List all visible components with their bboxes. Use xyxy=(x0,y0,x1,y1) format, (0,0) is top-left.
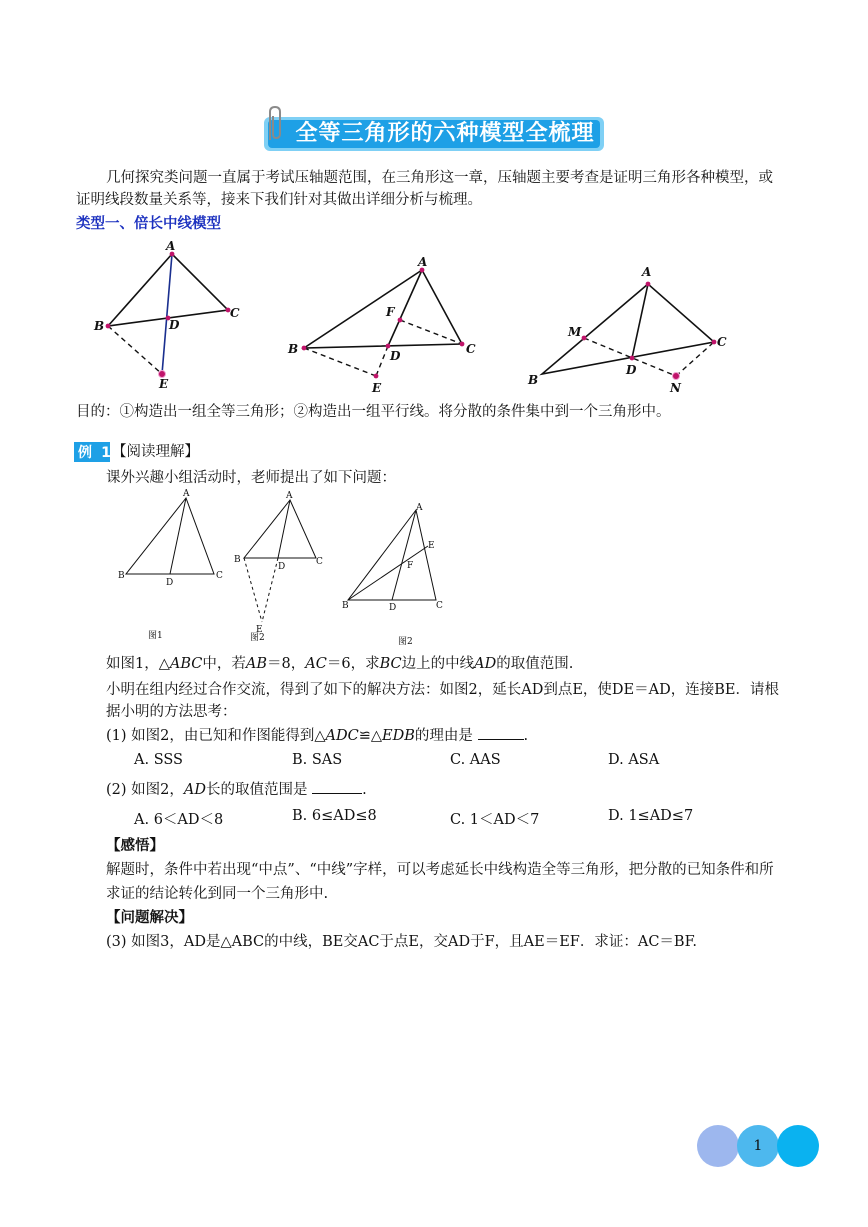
question-1: (1) 如图2，由已知和作图能得到△ADC≌△EDB的理由是 . xyxy=(106,724,528,748)
solve-tag: 【问题解决】 xyxy=(106,909,193,926)
q2-answer-blank[interactable] xyxy=(312,779,362,794)
example-prefix: 例 xyxy=(78,445,92,461)
q2-option-d: D. 1≤AD≤7 xyxy=(608,808,694,824)
fig3-label-b: B xyxy=(528,373,539,387)
q1-option-d: D. ASA xyxy=(608,752,660,768)
q2-option-c: C. 1＜AD＜7 xyxy=(450,812,540,828)
model-figure-2 xyxy=(287,255,476,395)
problem-statement: 如图1，△ABC中，若AB＝8，AC＝6，求BC边上的中线AD的取值范围. xyxy=(106,656,574,672)
q2-option-b: B. 6≤AD≤8 xyxy=(292,808,377,824)
fig2-label-d: D xyxy=(390,349,401,363)
model-figures xyxy=(80,238,760,398)
ex-fig1-caption: 图1 xyxy=(148,631,163,641)
fig1-label-b: B xyxy=(94,319,105,333)
example-figures xyxy=(110,486,460,648)
ex-fig2-label-d: D xyxy=(278,562,286,572)
ex-fig2-label-a: A xyxy=(286,491,293,501)
insight-line-1: 解题时，条件中若出现“中点”、“中线”字样，可以考虑延长中线构造全等三角形，把分散的已知条件和所 xyxy=(106,862,774,878)
ex-fig1-label-c: C xyxy=(216,571,223,581)
example-tag: 【阅读理解】 xyxy=(112,444,199,460)
ex-fig3-label-d: D xyxy=(389,603,397,613)
fig1-label-c: C xyxy=(230,306,240,320)
page-title: 全等三角形的六种模型全梳理 xyxy=(295,121,595,146)
question-3: (3) 如图3，AD是△ABC的中线，BE交AC于点E，交AD于F，且AE＝EF．求证：AC＝BF. xyxy=(106,934,697,950)
fig3-label-d: D xyxy=(626,363,637,377)
method-line-1: 小明在组内经过合作交流，得到了如下的解决方法：如图2，延长AD到点E，使DE＝AD，连接BE．请根 xyxy=(106,682,779,698)
fig2-label-c: C xyxy=(466,342,476,356)
ex-fig3-label-b: B xyxy=(342,601,349,611)
fig1-label-d: D xyxy=(169,318,180,332)
intro-line-2: 证明线段数量关系等，接来下我们针对其做出详细分析与梳理。 xyxy=(76,192,482,208)
ex-fig2-label-e: E xyxy=(256,625,263,635)
method-line-2: 据小明的方法思考： xyxy=(106,704,237,720)
question-2: (2) 如图2，AD长的取值范围是 . xyxy=(106,778,367,802)
page-number: 1 xyxy=(753,1138,763,1154)
ex-fig3-label-e: E xyxy=(428,541,435,551)
example-number: 1 xyxy=(101,445,111,461)
insight-line-2: 求证的结论转化到同一个三角形中. xyxy=(106,886,329,902)
q1-option-c: C. AAS xyxy=(450,752,501,768)
fig1-label-e: E xyxy=(159,377,169,391)
fig2-label-f: F xyxy=(386,305,395,319)
ex-fig3-label-a: A xyxy=(416,503,423,513)
ex-fig1-label-b: B xyxy=(118,571,125,581)
fig3-label-c: C xyxy=(717,335,727,349)
q2-option-a: A. 6＜AD＜8 xyxy=(134,812,224,828)
example-figure-3 xyxy=(342,503,443,647)
ex-fig2-label-b: B xyxy=(234,555,241,565)
fig1-label-a: A xyxy=(166,239,176,253)
q1-option-a: A. SSS xyxy=(134,752,183,768)
fig3-label-n: N xyxy=(670,381,681,395)
q1-option-b: B. SAS xyxy=(292,752,343,768)
fig2-label-b: B xyxy=(288,342,299,356)
ex-fig3-label-f: F xyxy=(407,561,414,571)
example-figure-2 xyxy=(234,491,323,643)
fig3-label-a: A xyxy=(642,265,652,279)
purpose-line: 目的：①构造出一组全等三角形；②构造出一组平行线。将分散的条件集中到一个三角形中。 xyxy=(76,404,671,420)
ex-fig3-label-c: C xyxy=(436,601,443,611)
intro-line-1: 几何探究类问题一直属于考试压轴题范围，在三角形这一章，压轴题主要考查是证明三角形各种模型，或 xyxy=(106,170,773,186)
paperclip-icon xyxy=(262,104,288,144)
ex-fig2-label-c: C xyxy=(316,557,323,567)
fig3-label-m: M xyxy=(568,325,582,339)
example-intro: 课外兴趣小组活动时，老师提出了如下问题： xyxy=(106,470,396,486)
ex-fig1-label-a: A xyxy=(183,489,190,499)
q1-answer-blank[interactable] xyxy=(478,725,524,740)
insight-tag: 【感悟】 xyxy=(106,837,164,854)
example-figure-1 xyxy=(118,489,223,641)
model-figure-3 xyxy=(527,265,727,395)
type1-heading: 类型一、倍长中线模型 xyxy=(76,216,221,232)
ex-fig1-label-d: D xyxy=(166,578,174,588)
model-figure-1 xyxy=(93,239,240,391)
ex-fig2-caption: 图2 xyxy=(250,633,265,643)
ex-fig3-caption: 图2 xyxy=(398,637,413,647)
fig2-label-e: E xyxy=(372,381,382,395)
fig2-label-a: A xyxy=(418,255,428,269)
